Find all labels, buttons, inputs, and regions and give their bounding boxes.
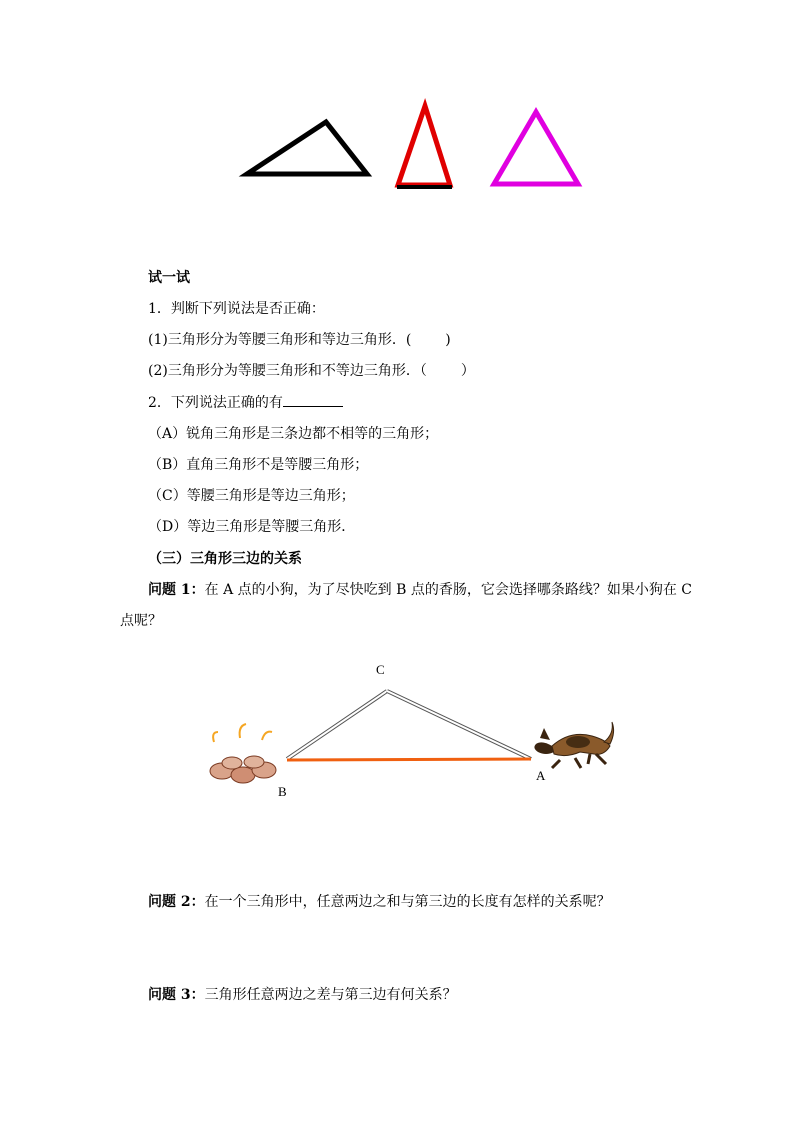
problem-2-label: 问题 2： [148, 894, 205, 910]
option-b: （B）直角三角形不是等腰三角形； [148, 457, 369, 473]
section-three-heading: （三）三角形三边的关系 [148, 551, 302, 567]
option-c: （C）等腰三角形是等边三角形； [148, 488, 355, 504]
isosceles-triangle [398, 106, 450, 185]
problem-1-label: 问题 1： [148, 582, 205, 598]
dog-sausage-diagram [0, 650, 793, 810]
label-a: A [536, 768, 546, 783]
question-1-b-text: (2)三角形分为等腰三角形和不等边三角形．（ [148, 363, 427, 379]
sausage-icon [210, 724, 276, 783]
question-1-b-close: ） [460, 363, 475, 379]
section-try-heading: 试一试 [148, 270, 190, 286]
problem-1 [148, 580, 692, 600]
option-d: （D）等边三角形是等腰三角形． [148, 519, 356, 535]
question-2 [148, 392, 343, 413]
problem-3-text: 三角形任意两边之差与第三边有何关系？ [204, 987, 457, 1003]
path-via-c [287, 691, 531, 759]
label-c: C [376, 662, 385, 677]
question-1-a-close: ) [445, 332, 451, 348]
direct-path-ab [287, 759, 531, 760]
question-2-text: 2．下列说法正确的有 [148, 395, 283, 411]
problem-3-label: 问题 3： [148, 987, 205, 1003]
problem-2-text: 在一个三角形中，任意两边之和与第三边的长度有怎样的关系呢？ [204, 894, 611, 910]
answer-blank [283, 392, 343, 407]
problem-1-line1: 在 A 点的小狗，为了尽快吃到 B 点的香肠，它会选择哪条路线？如果小狗在 C [204, 582, 692, 598]
question-1-a [148, 330, 451, 350]
problem-2 [148, 892, 611, 912]
question-1-a-text: (1)三角形分为等腰三角形和等边三角形．( [148, 332, 412, 348]
obtuse-triangle [247, 122, 367, 174]
label-b: B [278, 784, 287, 799]
triangles-figure [0, 0, 793, 200]
question-1: 1．判断下列说法是否正确： [148, 301, 325, 317]
problem-3 [148, 985, 457, 1005]
option-a: （A）锐角三角形是三条边都不相等的三角形； [148, 426, 439, 442]
equilateral-triangle [494, 112, 578, 184]
problem-1-continued: 点呢？ [120, 613, 162, 629]
dog-icon [534, 722, 613, 768]
question-1-b [148, 361, 475, 381]
